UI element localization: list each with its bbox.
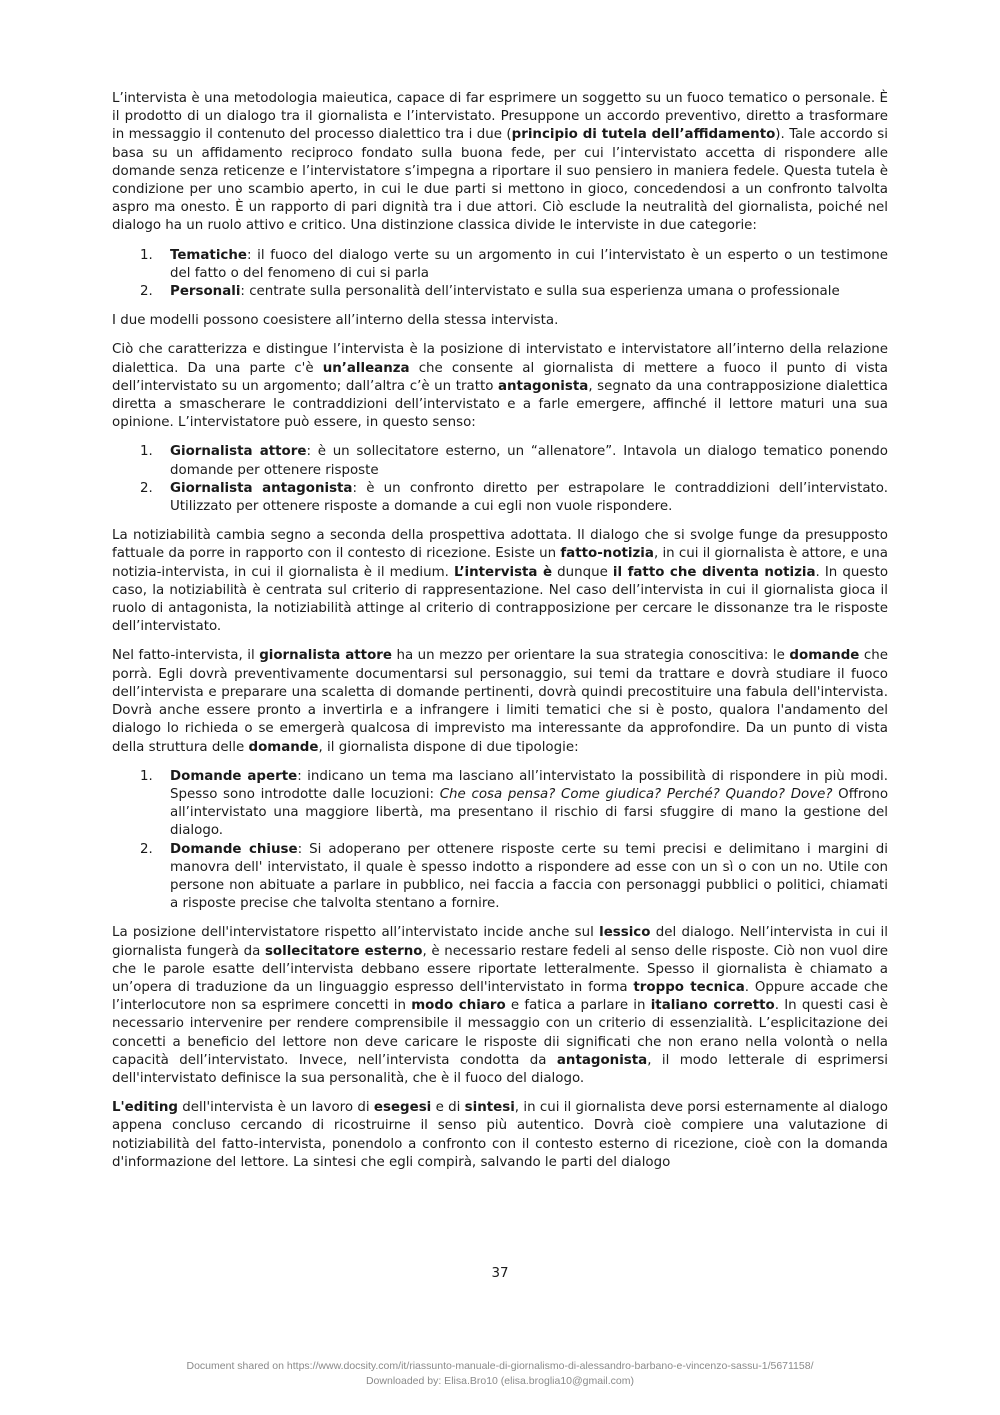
page-number: 37 <box>491 1266 509 1281</box>
paragraph-models: I due modelli possono coesistere all’interno della stessa intervista. <box>112 313 559 329</box>
list-item: 2. Giornalista antagonista: è un confronto diretto per estrapolare le contraddizioni dell’intervistato. Utilizzato per ottenere risposte a domande a cui egli non vuole rispondere. <box>140 480 889 515</box>
list-item: 1. Domande aperte: indicano un tema ma lasciano all’intervistato la possibilità di rispondere in più modi. Spesso sono introdotte dalle locuzioni: Che cosa pensa? Come giudica? Perché? Quando? Dove? Offrono all’intervistato una maggiore libertà, ma presentano il rischio di farsi sfuggire di mano la gestione del dialogo. <box>140 768 889 839</box>
paragraph-editing: L'editing dell'intervista è un lavoro di esegesi e di sintesi, in cui il giornalista deve porsi esternamente al dialogo appena concluso cercando di ricostruirne il senso più autentico. Dovrà cioè compiere una valutazione di notiziabilità del fatto-intervista, ponendolo a confronto con il contesto esterno di ricezione, cioè con la domanda d'informazione del lettore. La sintesi che egli compirà, salvando le parti del dialogo <box>112 1100 888 1170</box>
paragraph-lexicon: La posizione dell'intervistatore rispetto all’intervistato incide anche sul lessico del dialogo. Nell’intervista in cui il giornalista fungerà da sollecitatore esterno, è necessario restare fedeli al senso delle risposte. Ciò non vuol dire che le parole esatte dell’intervista debbano essere riportate letteralmente. Spesso il giornalista è chiamato a un’opera di traduzione da un linguaggio espresso dell'intervistato in forma troppo tecnica. Oppure accade che l’interlocutore non sa esprimere concetti in modo chiaro e fatica a parlare in italiano corretto. In questi casi è necessario intervenire per rendere comprensibile il messaggio con un criterio di essenzialità. L’esplicitazione dei concetti a beneficio del lettore non deve caricare le risposte dii significati che non erano nella volontà o nella capacità dell’intervistato. Invece, nell’intervista condotta da antagonista, il modo letterale di esprimersi dell'intervistato definisce la sua personalità, che è il fuoco del dialogo. <box>112 925 888 1086</box>
paragraph-questions: Nel fatto-intervista, il giornalista attore ha un mezzo per orientare la sua strategia conoscitiva: le domande che porrà. Egli dovrà preventivamente documentarsi sul personaggio, sui temi da trattare e dovrà studiare il fuoco dell’intervista e preparare una scaletta di domande pertinenti, dovrà quindi precostituire una fabula dell'intervista. Dovrà anche essere pronto a invertirla e a infrangere i limiti tematici che si è posto, qualora l'andamento del dialogo lo richieda o se emergerà qualcosa di imprevisto ma interessante da approfondire. Da un punto di vista della struttura delle domande, il giornalista dispone di due tipologie: <box>112 648 888 755</box>
list-item: 1. Tematiche: il fuoco del dialogo verte su un argomento in cui l’intervistato è un esperto o un testimone del fatto o del fenomeno di cui si parla <box>140 247 888 281</box>
list-item: 2. Domande chiuse: Si adoperano per ottenere risposte certe su temi precisi e delimitano i margini di manovra dell' intervistato, il quale è spesso indotto a rispondere ad esse con un sì o con un no. Utile con persone non abituate a parlare in pubblico, nei faccia a faccia con personaggi pubblici o politici, chiamati a risposte precise che talvolta stentano a fornire. <box>140 841 888 912</box>
list-interviewer-types <box>112 443 888 516</box>
paragraph-position: Ciò che caratterizza e distingue l’intervista è la posizione di intervistato e intervistatore all’interno della relazione dialettica. Da una parte c'è un’alleanza che consente al giornalista di mettere a fuoco il punto di vista dell’intervistato su un argomento; dall’altra c’è un tratto antagonista, segnato da una contrapposizione dialettica diretta a smascherare le contraddizioni dell’intervistato e a farle emergere, affinché il lettore maturi una sua opinione. L’intervistatore può essere, in questo senso: <box>112 342 889 431</box>
paragraph-newsworthiness: La notiziabilità cambia segno a seconda della prospettiva adottata. Il dialogo che si svolge funge da presupposto fattuale da porre in rapporto con il contesto di ricezione. Esiste un fatto-notizia, in cui il giornalista è attore, e una notizia-intervista, in cui il giornalista è il medium. L’intervista è dunque il fatto che diventa notizia. In questo caso, la notiziabilità è centrata sul criterio di rappresentazione. Nel caso dell’intervista in cui il giornalista gioca il ruolo di antagonista, la notiziabilità attinge al criterio di contrapposizione per cercare le dissonanze tra le risposte dell’intervistato. <box>112 528 889 635</box>
list-item: 1. Giornalista attore: è un sollecitatore esterno, un “allenatore”. Intavola un dialogo tematico ponendo domande per ottenere risposte <box>140 444 889 478</box>
download-footer <box>0 1359 1000 1389</box>
footer-downloaded-by: Downloaded by: Elisa.Bro10 (elisa.broglia10@gmail.com) <box>365 1375 635 1387</box>
document-body <box>112 90 888 1183</box>
list-question-types <box>112 768 888 914</box>
paragraph-intro: L’intervista è una metodologia maieutica, capace di far esprimere un soggetto su un fuoco tematico o personale. È il prodotto di un dialogo tra il giornalista e l’intervistato. Presuppone un accordo preventivo, diretto a trasformare in messaggio il contenuto del processo dialettico tra i due (principio di tutela dell’affidamento). Tale accordo si basa su un affidamento reciproco fondato sulla buona fede, per cui l’intervistato accetta di rispondere alle domande senza reticenze e l’intervistatore s’impegna a riportare il suo pensiero in maniera fedele. Questa tutela è condizione per uno scambio aperto, in cui le due parti si mettono in gioco, concedendosi a un confronto talvolta aspro ma onesto. È un rapporto di pari dignità tra i due attori. Ciò esclude la neutralità del giornalista, poiché nel dialogo ha un ruolo attivo e critico. Una distinzione classica divide le interviste in due categorie: <box>112 91 888 234</box>
list-interview-categories <box>112 247 888 302</box>
list-item: 2. Personali: centrate sulla personalità dell’intervistato e sulla sua esperienza umana o professionale <box>140 284 840 300</box>
footer-shared-link[interactable]: Document shared on https://www.docsity.com/it/riassunto-manuale-di-giornalismo-di-alessandro-barbano-e-vincenzo-sassu-1/5671158/ <box>186 1360 814 1372</box>
bold-term: principio di tutela dell’affidamento <box>511 127 776 143</box>
